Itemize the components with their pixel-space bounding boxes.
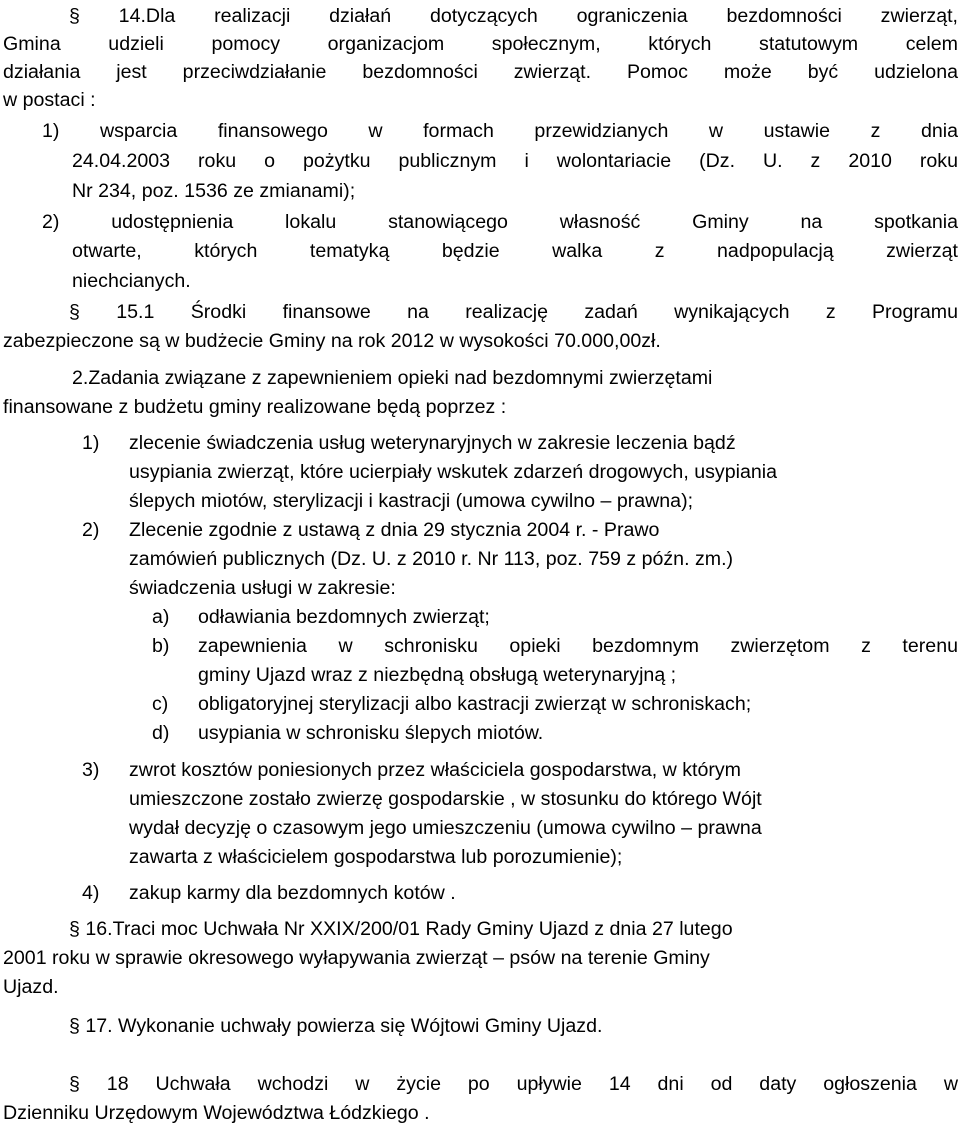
text-line: 1) wsparcia finansowego w formach przewidzianych w ustawie z dnia	[42, 120, 958, 142]
text-line: 1)	[82, 432, 100, 454]
text-line: gminy Ujazd wraz z niezbędną obsługą weterynaryjną ;	[198, 664, 677, 686]
text-line: odławiania bezdomnych zwierząt;	[198, 606, 490, 628]
text-line: a)	[152, 606, 170, 628]
text-line: § 18 Uchwała wchodzi w życie po upływie 14 dni od daty ogłoszenia w	[69, 1073, 958, 1095]
text-line: Dzienniku Urzędowym Województwa Łódzkiego .	[3, 1102, 430, 1124]
text-line: 2.Zadania związane z zapewnieniem opieki nad bezdomnymi zwierzętami	[72, 367, 713, 389]
text-line: § 14.Dla realizacji działań dotyczących ograniczenia bezdomności zwierząt,	[69, 5, 958, 27]
text-line: Ujazd.	[3, 976, 59, 998]
text-line: 3)	[82, 759, 100, 781]
text-line: usypiania zwierząt, które ucierpiały wskutek zdarzeń drogowych, usypiania	[129, 461, 777, 483]
text-line: świadczenia usługi w zakresie:	[129, 577, 396, 599]
text-line: b)	[152, 635, 170, 657]
text-line: zakup karmy dla bezdomnych kotów .	[129, 882, 456, 904]
text-line: c)	[152, 693, 169, 715]
text-line: § 17. Wykonanie uchwały powierza się Wójtowi Gminy Ujazd.	[69, 1015, 603, 1037]
text-line: obligatoryjnej sterylizacji albo kastracji zwierząt w schroniskach;	[198, 693, 752, 715]
text-line: zlecenie świadczenia usług weterynaryjnych w zakresie leczenia bądź	[129, 432, 736, 454]
text-line: wydał decyzję o czasowym jego umieszczeniu (umowa cywilno – prawna	[129, 817, 762, 839]
text-line: niechcianych.	[72, 270, 191, 292]
text-line: zabezpieczone są w budżecie Gminy na rok 2012 w wysokości 70.000,00zł.	[3, 330, 661, 352]
text-line: ślepych miotów, sterylizacji i kastracji (umowa cywilno – prawna);	[129, 490, 694, 512]
text-line: finansowane z budżetu gminy realizowane będą poprzez :	[3, 396, 507, 418]
text-line: § 15.1 Środki finansowe na realizację zadań wynikających z Programu	[69, 301, 958, 323]
text-line: 4)	[82, 882, 100, 904]
text-line: zamówień publicznych (Dz. U. z 2010 r. Nr 113, poz. 759 z późn. zm.)	[129, 548, 734, 570]
text-line: § 16.Traci moc Uchwała Nr XXIX/200/01 Rady Gminy Ujazd z dnia 27 lutego	[69, 918, 733, 940]
text-line: Nr 234, poz. 1536 ze zmianami);	[72, 180, 356, 202]
text-line: usypiania w schronisku ślepych miotów.	[198, 722, 544, 744]
text-line: otwarte, których tematyką będzie walka z nadpopulacją zwierząt	[72, 240, 958, 262]
text-line: 2001 roku w sprawie okresowego wyłapywania zwierząt – psów na terenie Gminy	[3, 947, 710, 969]
text-line: Gmina udzieli pomocy organizacjom społecznym, których statutowym celem	[3, 33, 958, 55]
text-line: w postaci :	[3, 89, 96, 111]
text-line: 2) udostępnienia lokalu stanowiącego własność Gminy na spotkania	[42, 211, 958, 233]
text-line: umieszczone zostało zwierzę gospodarskie , w stosunku do którego Wójt	[129, 788, 762, 810]
text-line: 24.04.2003 roku o pożytku publicznym i wolontariacie (Dz. U. z 2010 roku	[72, 150, 958, 172]
text-line: zawarta z właścicielem gospodarstwa lub porozumienie);	[129, 846, 623, 868]
text-line: Zlecenie zgodnie z ustawą z dnia 29 stycznia 2004 r. - Prawo	[129, 519, 660, 541]
text-line: zapewnienia w schronisku opieki bezdomnym zwierzętom z terenu	[198, 635, 958, 657]
text-line: d)	[152, 722, 170, 744]
text-line: zwrot kosztów poniesionych przez właściciela gospodarstwa, w którym	[129, 759, 741, 781]
text-line: działania jest przeciwdziałanie bezdomności zwierząt. Pomoc może być udzielona	[3, 61, 958, 83]
text-line: 2)	[82, 519, 100, 541]
